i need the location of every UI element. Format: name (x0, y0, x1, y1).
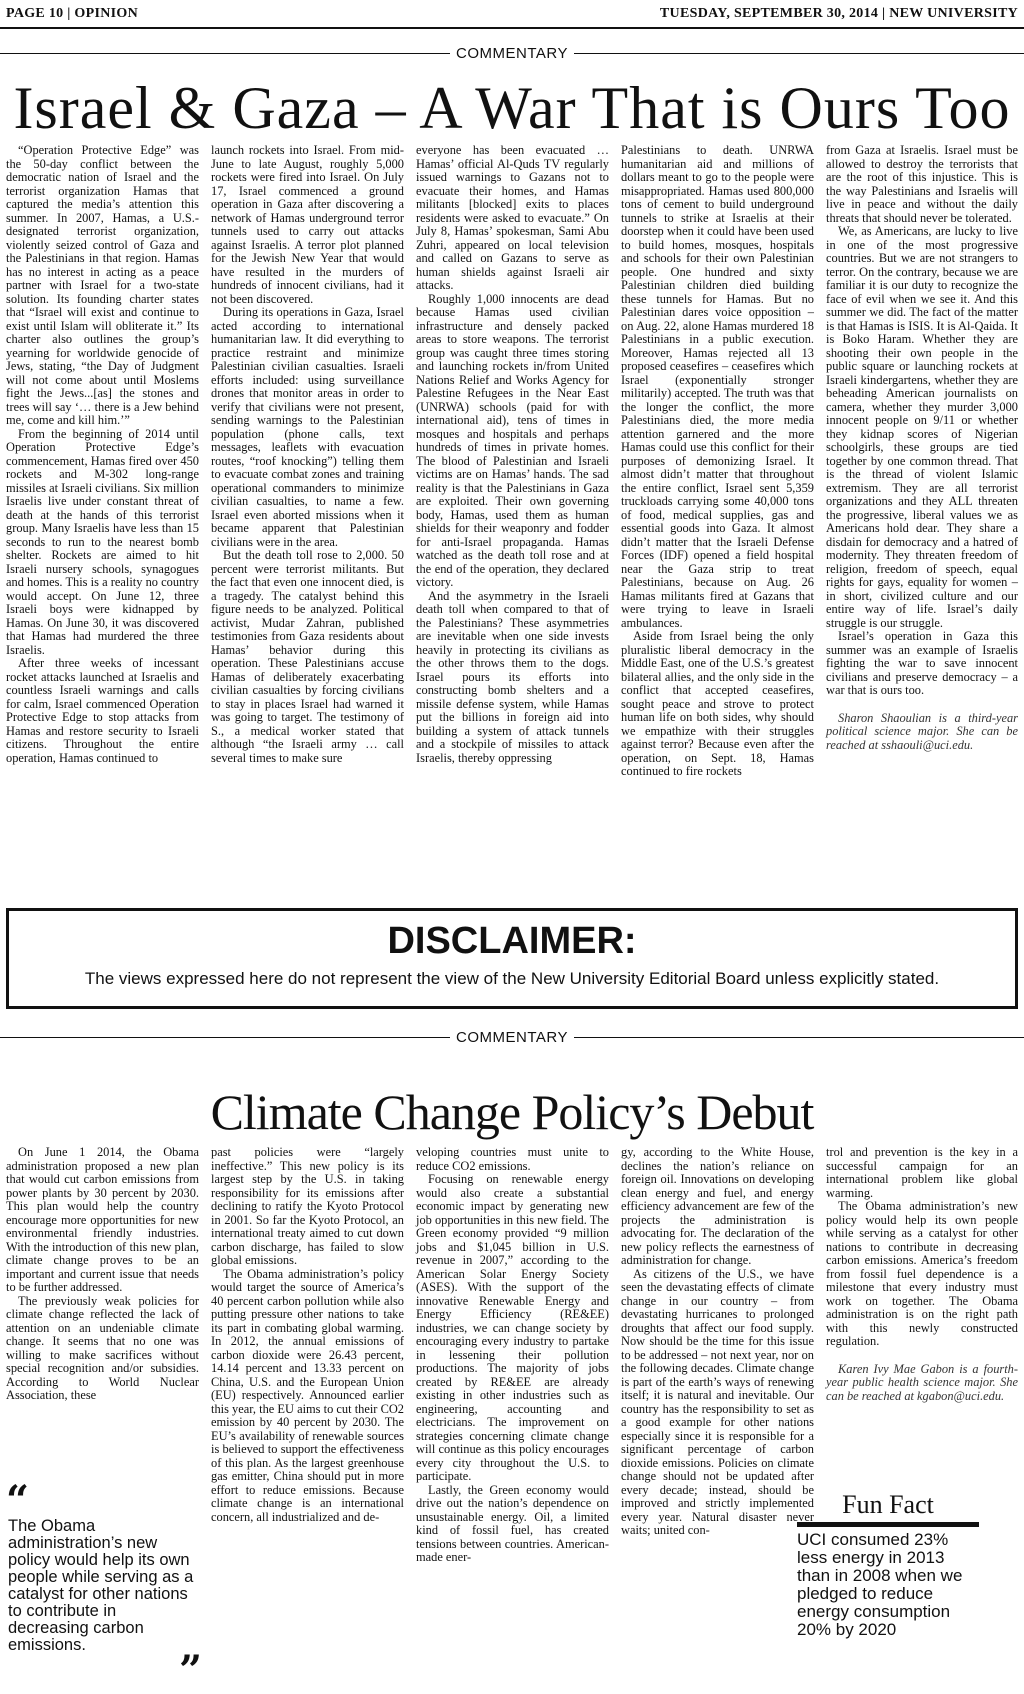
paragraph: Focusing on renewable energy would also create a substantial economic impact by generating new job opportunities in this new field. The Green economy provided “9 million jobs and $1,045 billion in U.S. revenue in 2007,” according to the American Solar Energy Society (ASES). With the support of the innovative Renewable Energy and Energy Efficiency (RE&EE) industries, we can change society by encouraging every industry to partake in lessening their pollution productions. The majority of jobs created by RE&EE are already existing in other industries such as engineering, accounting and electricians. The improvement on strategies concerning climate change will continue as this policy encourages every city throughout the U.S. to participate. (416, 1172, 609, 1483)
paragraph: Palestinians to death. UNRWA humanitarian aid and millions of dollars meant to go to the people were misappropriated. Hamas used 800,000 tons of cement to build underground tunnels to strike at Israelis at their doorstep when it could have been used to build homes, mosques, hospitals and schools for their own Palestinian people. One hundred and sixty Palestinian children died building these tunnels for Hamas. But no Palestinian dares voice opposition – on Aug. 22, alone Hamas murdered 18 Palestinians in a public execution. Moreover, Hamas rejected all 13 proposed ceasefires – ceasefires which Israel (exponentially stronger militarily) accepted. The truth was that the longer the conflict, the more Palestinians died, the more media attention garnered and the more Hamas could use this conflict for their purposes of demonizing Israel. It almost didn’t matter that throughout the entire conflict, Israel sent 5,359 truckloads carrying some 40,000 tons of food, medical supplies, gas and essential goods into Gaza. It almost didn’t matter that the Israeli Defense Forces (IDF) opened a field hospital near the Gaza strip to treat Palestinians, because on Aug. 26 Hamas militants fired at Gazans that were trying to leave in Israeli ambulances. (621, 143, 814, 630)
section-label-commentary-2 (0, 1026, 1024, 1048)
pull-quote-text: The Obama administration’s new policy would help its own people while serving as a catalyst for other nations to contribute in decreasing carbon emissions. (8, 1517, 194, 1654)
paragraph: Aside from Israel being the only pluralistic liberal democracy in the Middle East, one of the U.S.’s greatest bilateral allies, and the only side in the conflict that accepted ceasefires, sought peace and strove to protect human life on both sides, why should we empathize with their struggles against terror? Because even after the operation, on Sept. 18, Hamas continued to fire rockets (621, 629, 814, 778)
article1-column-3 (416, 144, 609, 902)
article2-column-1 (6, 1146, 199, 1484)
article1-headline: Israel & Gaza – A War That is Ours Too (13, 75, 1011, 141)
article2-byline: Karen Ivy Mae Gabon is a fourth-year public health science major. She can be reached at kgabon@uci.edu. (826, 1361, 1018, 1403)
paragraph: veloping countries must unite to reduce CO2 emissions. (416, 1145, 609, 1173)
paragraph: launch rockets into Israel. From mid-June to late August, roughly 5,000 rockets were fired into Israel. On July 17, Israel commenced a ground operation in Gaza after discovering a network of Hamas underground terror tunnels used to carry out attacks against Israelis. A terror plot planned for the Jewish New Year that would have resulted in the murders of hundreds of innocent civilians, had it not been discovered. (211, 143, 404, 306)
paragraph: “Operation Protective Edge” was the 50-day conflict between the democratic nation of Israel and the terrorist organization Hamas that captured the media’s attention this summer. In 2007, Hamas, a U.S.-designated terrorist organization, violently seized control of Gaza and the Palestinians in that region. Hamas has no interest in acting as a peace partner with Israel for a two-state solution. Its founding charter states that “Israel will exist and continue to exist until Islam will obliterate it.” Its charter also outlines the group’s yearning for worldwide genocide of Jews, stating, “the Day of Judgment will not come about until Moslems fight the Jews...[as] the stones and trees will say ‘… there is a Jew behind me, come and kill him.’” (6, 143, 199, 427)
article1-column-2 (211, 144, 404, 902)
pull-quote (6, 1477, 202, 1694)
paragraph: The Obama administration’s new policy would help its own people while serving as a catalyst for other nations to contribute in decreasing carbon emissions. America’s freedom from fossil fuel dependence is a milestone that every industry must work on together. The Obama administration is on the right path with this newly constructed regulation. (826, 1199, 1018, 1348)
paragraph: As citizens of the U.S., we have seen the devastating effects of climate change in our country – from devastating hurricanes to prolonged droughts that affect our food supply. Now should be the time for this issue to be addressed – not next year, nor on the following decades. Climate change is part of the earth’s ways of renewing itself; it is natural and inevitable. Our country has the responsibility to set as a good example for other nations especially since it is responsible for a significant percentage of carbon dioxide emissions. Policies on climate change should not be updated after every decade; instead, should be improved and strictly implemented every year. Natural disaster never waits; united con- (621, 1266, 814, 1537)
article2-headline: Climate Change Policy’s Debut (210, 1084, 814, 1140)
paragraph: trol and prevention is the key in a successful campaign for an international problem like global warming. (826, 1145, 1018, 1200)
article1-column-1 (6, 144, 199, 902)
paragraph: After three weeks of incessant rocket attacks launched at Israelis and countless Israeli warnings and calls for calm, Israel commenced Operation Protective Edge to stop attacks from Hamas and restore security to Israeli citizens. Throughout the entire operation, Hamas continued to (6, 656, 199, 765)
disclaimer-box (6, 908, 1018, 1009)
paragraph: From the beginning of 2014 until Operation Protective Edge’s commencement, Hamas fired over 450 rockets and M-302 long-range missiles at Israeli civilians. Six million Israelis live under constant threat of death at the hands of this terrorist group. Many Israelis have less than 15 seconds to run to the nearest bomb shelter. Rockets are aimed to hit Israeli nursery schools, synagogues and homes. This is a reality no country would accept. On June 12, three Israeli boys were kidnapped by Hamas. On June 30, it was discovered that Hamas had murdered the three Israelis. (6, 426, 199, 657)
section-label-text: COMMENTARY (456, 44, 568, 62)
fun-fact-box (797, 1490, 979, 1639)
section-rule-right (574, 1037, 1024, 1038)
paragraph: from Gaza at Israelis. Israel must be allowed to destroy the terrorists that are the root of this injustice. This is the way Palestinians and Israelis will live in peace and without the daily threats that should never be tolerated. (826, 143, 1018, 225)
article1-column-4 (621, 144, 814, 902)
paragraph: And the asymmetry in the Israeli death toll when compared to that of the Palestinians? These asymmetries are inevitable when one side invests heavily in protecting its civilians as the other throws them to the dogs. Israel pours its efforts into constructing bomb shelters and a missile defense system, while Hamas put the billions in foreign aid into building a system of attack tunnels and a stockpile of missiles to attack Israelis, thereby oppressing (416, 588, 609, 765)
paragraph: Lastly, the Green economy would drive out the nation’s dependence on unsustainable energy. Oil, a limited kind of fossil fuel, has created tensions between countries. American-made ener- (416, 1482, 609, 1564)
article2-column-4 (621, 1146, 814, 1632)
article1-column-5 (826, 144, 1018, 902)
article2-column-2 (211, 1146, 404, 1632)
disclaimer-text: The views expressed here do not represent the view of the New University Editorial Board unless explicitly stated. (84, 969, 940, 988)
folio-page-section: PAGE 10 | OPINION (6, 6, 138, 21)
section-label-commentary-1 (0, 42, 1024, 64)
close-quote-icon: ” (178, 1647, 202, 1694)
paragraph: The previously weak policies for climate change reflected the lack of attention on an undeniable climate change. It seems that no one was willing to make sacrifices without special recognition and/or subsidies. According to World Nuclear Association, these (6, 1293, 199, 1402)
section-label-text: COMMENTARY (456, 1028, 568, 1046)
article1-byline: Sharon Shaoulian is a third-year political science major. She can be reached at sshaouli@uci.edu. (826, 710, 1018, 752)
paragraph: On June 1 2014, the Obama administration proposed a new plan that would cut carbon emissions from power plants by 30 percent by 2030. This plan would help the country encourage more opportunities for new environmental friendly industries. With the introduction of this new plan, climate change proves to be an important and current issue that needs to be further addressed. (6, 1145, 199, 1294)
article1-body (6, 144, 1018, 902)
section-rule-right (574, 53, 1024, 54)
section-rule-left (0, 53, 450, 54)
paragraph: everyone has been evacuated … Hamas’ official Al-Quds TV regularly issued warnings to Gazans not to evacuate their homes, and Hamas militants [blocked] exits to places residents were asked to evacuate.” On July 8, Hamas’ spokesman, Sami Abu Zuhri, appeared on local television and called on Gazans to serve as human shields against Israeli air attacks. (416, 143, 609, 292)
section-rule-left (0, 1037, 450, 1038)
paragraph: But the death toll rose to 2,000. 50 percent were terrorist militants. But the fact that even one innocent died, is a tragedy. The catalyst behind this figure needs to be analyzed. Political activist, Mudar Zahran, published testimonies from Gaza residents about Hamas’ behavior during this operation. These Palestinians accuse Hamas of deliberately exacerbating civilian casualties by forcing civilians to stay in places Israel had warned it was going to target. The testimony of S., a medical worker stated that although “the Israeli army … call several times to make sure (211, 548, 404, 765)
fun-fact-text: UCI consumed 23% less energy in 2013 than in 2008 when we pledged to reduce energy consumption 20% by 2020 (797, 1530, 963, 1639)
article2-column-3 (416, 1146, 609, 1632)
article2-column-5 (826, 1146, 1018, 1484)
disclaimer-title: DISCLAIMER: (387, 920, 637, 962)
paragraph: Roughly 1,000 innocents are dead because Hamas used civilian infrastructure and densely packed areas to store weapons. The terrorist group was caught three times storing and launching rockets in/from United Nations Relief and Works Agency for Palestine Refugees in the Near East (UNRWA) schools (paid for with international aid), tens of times in mosques and hospitals and perhaps hundreds of times in private homes. The blood of Palestinian and Israeli victims are on Hamas’ hands. The sad reality is that the Palestinians in Gaza are exploited. Their own governing body, Hamas, used them as human shields for their weaponry and fodder for anti-Israel propaganda. Hamas watched as the death toll rose and at the end of the operation, they declared victory. (416, 291, 609, 589)
folio-rule (0, 27, 1024, 29)
paragraph: Israel’s operation in Gaza this summer was an example of Israelis fighting the war to save innocent civilians and preserve democracy – a war that is ours too. (826, 629, 1018, 697)
paragraph: past policies were “largely ineffective.” This new policy is its largest step by the U.S. in taking responsibility for its emissions after declining to ratify the Kyoto Protocol in 2001. So far the Kyoto Protocol, an international treaty aimed to cut down carbon discharge, has failed to slow global emissions. (211, 1145, 404, 1267)
paragraph: The Obama administration’s policy would target the source of America’s 40 percent carbon pollution while also putting pressure other nations to take its part in combating global warming. In 2012, the annual emissions of carbon dioxide were 26.43 percent, 14.14 percent and 13.33 percent on China, U.S. and the European Union (EU) respectively. Announced earlier this year, the EU aims to cut their CO2 emission by 40 percent by 2030. The EU’s availability of renewable sources is believed to support the effectiveness of this plan. As the largest greenhouse gas emitter, China should put in more effort to reduce emissions. Because climate change is an international concern, all industrialized and de- (211, 1266, 404, 1524)
paragraph: We, as Americans, are lucky to live in one of the most progressive countries. But we are not strangers to terror. On the contrary, because we are familiar it is our duty to recognize the face of evil when we see it. And this summer we did. The fact of the matter is that Hamas is ISIS. It is Al-Qaida. It is Boko Haram. Whether they are shooting their own people in the public square or launching rockets at Israeli kindergartens, whether they are beheading American journalists on camera, whether they murder 3,000 innocent people on 9/11 or whether they kidnap scores of Nigerian schoolgirls, these groups are tied together by one common thread. That is the thread of violent Islamic extremism. They are all terrorist organizations and they ALL threaten the progressive, liberal values we as Americans hold dear. They share a disdain for democracy and a hatred of modernity. They threaten freedom of religion, freedom of speech, equal rights for gays, equality for women – in short, civilized culture and our entire way of life. Israel’s daily struggle is our struggle. (826, 224, 1018, 630)
folio (6, 6, 1018, 26)
open-quote-icon: “ (6, 1477, 30, 1524)
paragraph: gy, according to the White House, declines the nation’s reliance on foreign oil. Innovations on developing clean energy and fuel, and energy efficiency advancement are few of the projects the administration is advocating for. The declaration of the new policy reflects the earnestness of administration for change. (621, 1145, 814, 1267)
folio-date-publication: TUESDAY, SEPTEMBER 30, 2014 | NEW UNIVERSITY (659, 6, 1018, 21)
paragraph: During its operations in Gaza, Israel acted according to international humanitarian law. It did everything to practice restraint and minimize Palestinian civilian casualties. Israeli efforts included: using surveillance drones that monitor areas in order to verify that civilians were not present, sending warnings to the Palestinian population (phone calls, text messages, leaflets with evacuation routes, “roof knocking”) telling them to evacuate combat zones and training operational commanders to minimize civilian casualties, to name a few. Israel even aborted missions when it became apparent that Palestinian civilians were in the area. (211, 305, 404, 549)
fun-fact-title: Fun Fact (797, 1490, 979, 1527)
